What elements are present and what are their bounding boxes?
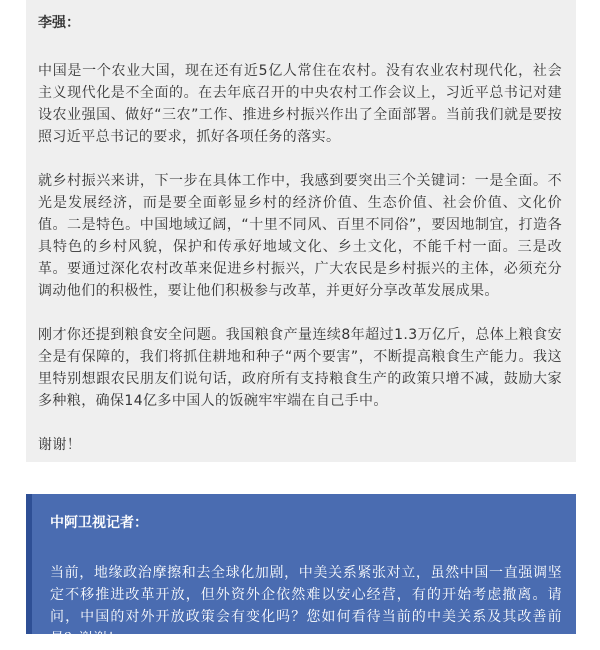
answer-paragraph: 就乡村振兴来讲，下一步在具体工作中，我感到要突出三个关键词：一是全面。不光是发展经济，而是要全面彰显乡村的经济价值、生态价值、社会价值、文化价值。二是特色。中国地域辽阔，“十里不同风、百里不同俗”，要因地制宜，打造各具特色的乡村风貌，保护和传承好地域文化、乡土文化，不能千村一面。三是改革。要通过深化农村改革来促进乡村振兴，广大农民是乡村振兴的主体，必须充分调动他们的积极性，要让他们积极参与改革，并更好分享改革发展成果。 <box>38 173 562 299</box>
question-paragraph: 当前，地缘政治摩擦和去全球化加剧，中美关系紧张对立，虽然中国一直强调坚定不移推进改革开放，但外资外企依然难以安心经营，有的开始考虑撤离。请问，中国的对外开放政策会有变化吗？您如何看待当前的中美关系及其改善前景？谢谢！ <box>50 565 562 647</box>
answer-paragraph: 刚才你还提到粮食安全问题。我国粮食产量连续8年超过1.3万亿斤，总体上粮食安全是有保障的，我们将抓住耕地和种子“两个要害”，不断提高粮食生产能力。我这里特别想跟农民朋友们说句话，政府所有支持粮食生产的政策只增不减，鼓励大家多种粮，确保14亿多中国人的饭碗牢牢端在自己手中。 <box>38 327 562 409</box>
answer-closing: 谢谢！ <box>38 437 82 453</box>
answer-paragraph: 中国是一个农业大国，现在还有近5亿人常住在农村。没有农业农村现代化，社会主义现代化是不全面的。在去年底召开的中央农村工作会议上，习近平总书记对建设农业强国、做好“三农”工作、推进乡村振兴作出了全面部署。当前我们就是要按照习近平总书记的要求，抓好各项任务的落实。 <box>38 63 562 145</box>
speaker-name: 李强： <box>38 15 80 31</box>
reporter-name: 中阿卫视记者： <box>50 515 148 531</box>
question-card <box>26 494 576 647</box>
answer-card <box>26 0 576 462</box>
